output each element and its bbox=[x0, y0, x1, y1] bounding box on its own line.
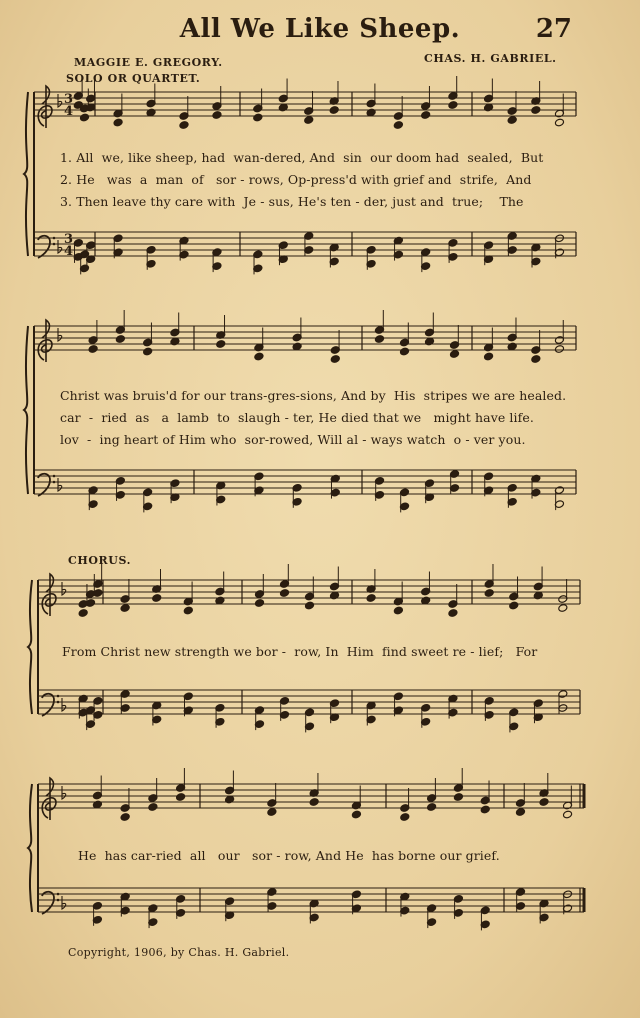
bass-clef-icon bbox=[38, 236, 50, 258]
alto-note bbox=[278, 103, 288, 112]
time-signature-bottom: 4 bbox=[64, 244, 74, 259]
alto-note bbox=[152, 594, 162, 603]
alto-note bbox=[212, 111, 222, 120]
bass-clef-icon bbox=[42, 892, 54, 914]
bass-clef-dot bbox=[53, 237, 56, 240]
composer-credit: CHAS. H. GABRIEL. bbox=[424, 52, 557, 65]
alto-note bbox=[183, 606, 193, 615]
alto-note bbox=[393, 121, 403, 130]
alto-note bbox=[539, 798, 549, 807]
alto-note bbox=[254, 599, 264, 608]
chorus-label: CHORUS. bbox=[68, 554, 132, 567]
alto-note bbox=[215, 596, 225, 605]
alto-note bbox=[558, 604, 568, 613]
bass-clef-dot bbox=[57, 701, 60, 704]
page-number: 27 bbox=[535, 14, 572, 44]
alto-note bbox=[515, 808, 525, 817]
alto-note bbox=[148, 803, 158, 812]
alto-note bbox=[393, 606, 403, 615]
copyright-notice: Copyright, 1906, by Chas. H. Gabriel. bbox=[68, 946, 290, 959]
lyricist-credit: MAGGIE E. GREGORY. bbox=[74, 56, 223, 69]
verse-2-line-2: car - ried as a lamb to slaugh - ter, He died that we might have life. bbox=[60, 410, 534, 425]
alto-note bbox=[292, 342, 302, 351]
alto-note bbox=[427, 803, 437, 812]
performance-note: SOLO OR QUARTET. bbox=[66, 72, 201, 85]
system-brace bbox=[28, 784, 32, 912]
verse-3-line-2: lov - ing heart of Him who sor-rowed, Will al - ways watch o - ver you. bbox=[60, 432, 526, 447]
alto-note bbox=[143, 347, 153, 356]
bass-clef-dot bbox=[57, 893, 60, 896]
bass-clef-dot bbox=[53, 475, 56, 478]
flat-sign-icon bbox=[62, 698, 66, 711]
alto-note bbox=[78, 609, 88, 618]
bass-clef-dot bbox=[57, 695, 60, 698]
time-signature-top: 3 bbox=[64, 92, 74, 107]
alto-note bbox=[531, 355, 541, 364]
alto-note bbox=[421, 111, 431, 120]
alto-note bbox=[351, 810, 361, 819]
alto-note bbox=[88, 345, 98, 354]
alto-note bbox=[374, 335, 384, 344]
flat-sign-icon bbox=[58, 240, 62, 253]
verse-2-line-1: 2. He was a man of sor - rows, Op-press'd with grief and strife, And bbox=[60, 172, 532, 187]
alto-note bbox=[533, 591, 543, 600]
alto-note bbox=[484, 589, 494, 598]
alto-note bbox=[531, 106, 541, 115]
alto-note bbox=[507, 342, 517, 351]
alto-note bbox=[176, 793, 186, 802]
chorus-line-1: From Christ new strength we bor - row, In Him find sweet re - lief; For bbox=[62, 644, 538, 659]
alto-note bbox=[400, 813, 410, 822]
alto-note bbox=[448, 609, 458, 618]
alto-note bbox=[179, 121, 189, 130]
alto-note bbox=[484, 103, 494, 112]
system-brace bbox=[28, 580, 32, 714]
flat-sign-icon bbox=[62, 896, 66, 909]
alto-note bbox=[329, 591, 339, 600]
alto-note bbox=[79, 113, 89, 122]
alto-note bbox=[115, 335, 125, 344]
alto-note bbox=[507, 116, 517, 125]
alto-note bbox=[120, 604, 130, 613]
alto-note bbox=[146, 108, 156, 117]
alto-note bbox=[399, 347, 409, 356]
bass-clef-dot bbox=[53, 243, 56, 246]
chorus-line-2: He has car-ried all our sor - row, And He has borne our grief. bbox=[78, 848, 500, 863]
verse-1-line-1: 1. All we, like sheep, had wan-dered, And sin our doom had sealed, But bbox=[60, 150, 544, 165]
alto-note bbox=[267, 808, 277, 817]
flat-sign-icon bbox=[58, 94, 62, 107]
alto-note bbox=[563, 810, 573, 819]
alto-note bbox=[170, 337, 180, 346]
verse-3-line-1: 3. Then leave thy care with Je - sus, He's ten - der, just and true; The bbox=[60, 194, 524, 209]
alto-note bbox=[449, 350, 459, 359]
alto-note bbox=[309, 798, 319, 807]
bass-clef-dot bbox=[53, 481, 56, 484]
flat-sign-icon bbox=[62, 786, 66, 799]
verse-1-line-2: Christ was bruis'd for our trans-gres-sions, And by His stripes we are healed. bbox=[60, 388, 567, 403]
alto-note bbox=[421, 596, 431, 605]
alto-note bbox=[254, 352, 264, 361]
alto-note bbox=[120, 813, 130, 822]
system-brace bbox=[24, 326, 28, 494]
system-brace bbox=[24, 92, 28, 256]
alto-note bbox=[330, 355, 340, 364]
alto-note bbox=[113, 118, 123, 127]
bass-clef-dot bbox=[57, 899, 60, 902]
flat-sign-icon bbox=[62, 582, 66, 595]
alto-note bbox=[509, 601, 519, 610]
alto-note bbox=[279, 589, 289, 598]
alto-note bbox=[366, 594, 376, 603]
alto-note bbox=[554, 345, 564, 354]
time-signature-top: 3 bbox=[64, 232, 74, 247]
alto-note bbox=[92, 800, 102, 809]
bass-clef-icon bbox=[42, 694, 54, 716]
alto-note bbox=[225, 795, 235, 804]
alto-note bbox=[216, 340, 226, 349]
alto-note bbox=[304, 116, 314, 125]
hymn-title: All We Like Sheep. bbox=[179, 14, 461, 44]
alto-note bbox=[253, 113, 263, 122]
alto-note bbox=[480, 805, 490, 814]
flat-sign-icon bbox=[58, 478, 62, 491]
alto-note bbox=[484, 352, 494, 361]
alto-note bbox=[366, 108, 376, 117]
time-signature-bottom: 4 bbox=[64, 104, 74, 119]
alto-note bbox=[424, 337, 434, 346]
alto-note bbox=[304, 601, 314, 610]
alto-note bbox=[453, 793, 463, 802]
alto-note bbox=[554, 118, 564, 127]
alto-note bbox=[329, 106, 339, 115]
alto-note bbox=[448, 101, 458, 110]
flat-sign-icon bbox=[58, 328, 62, 341]
bass-clef-icon bbox=[38, 474, 50, 496]
